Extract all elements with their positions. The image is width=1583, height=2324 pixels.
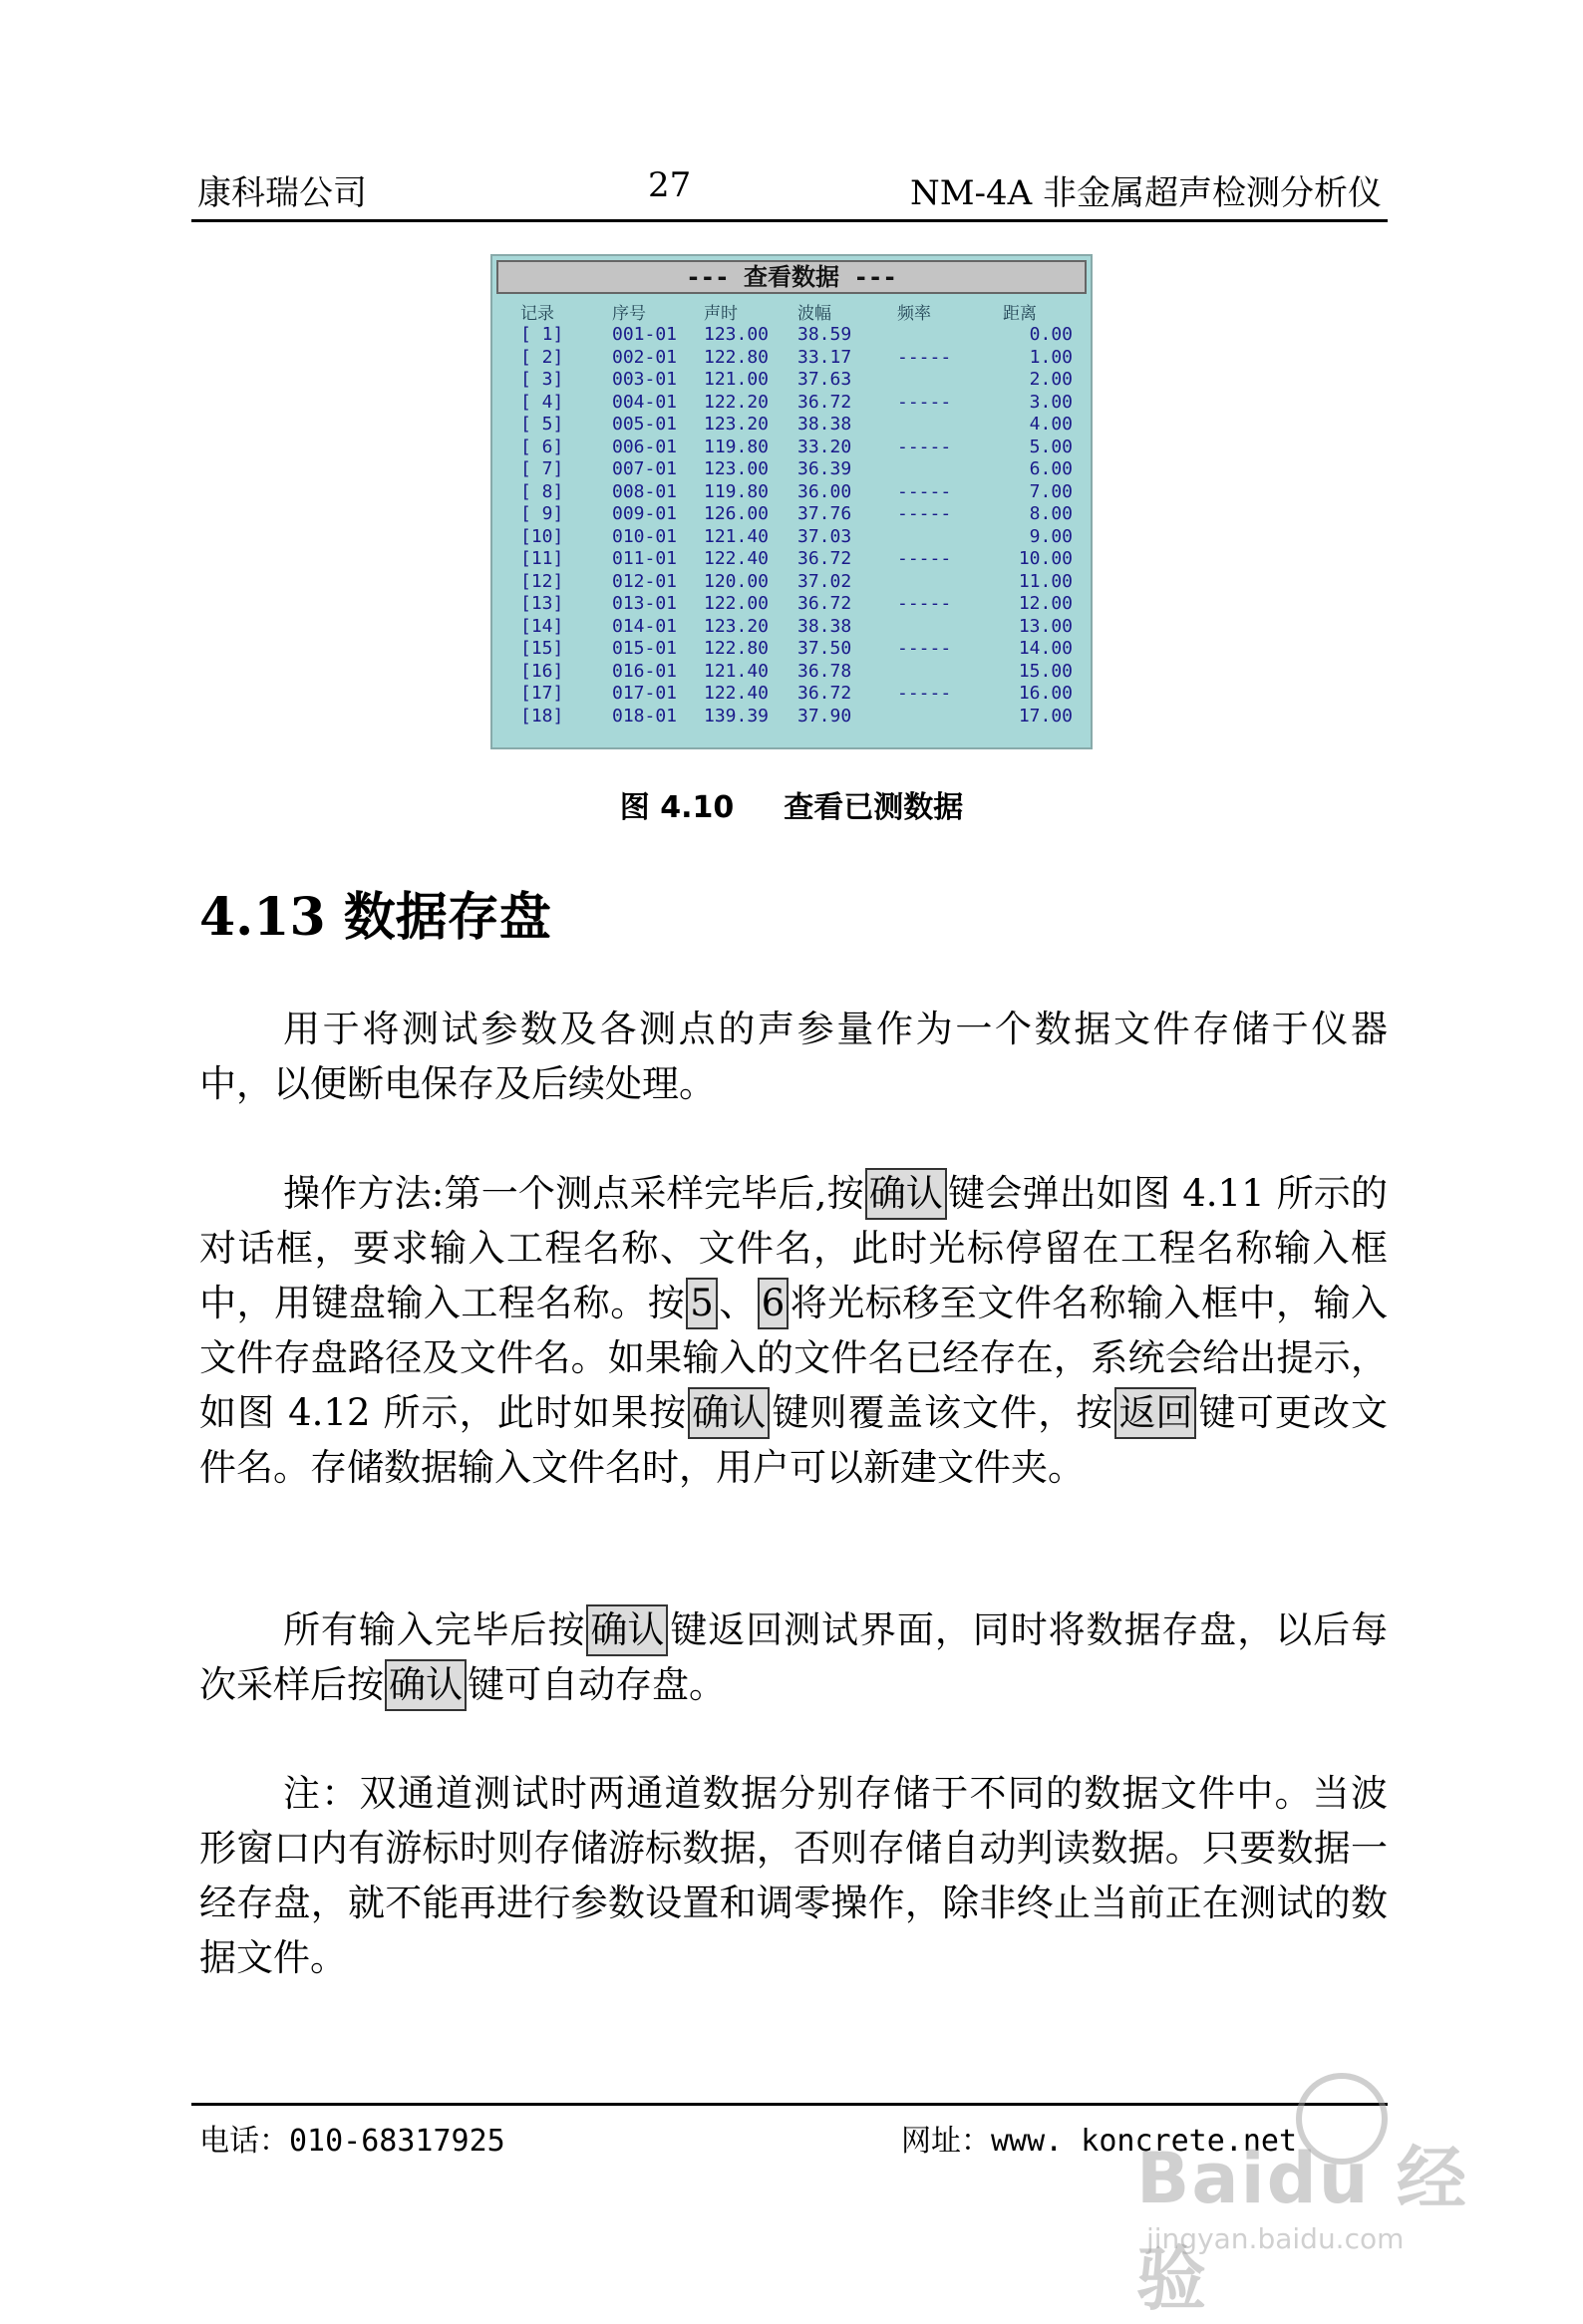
table-cell: [ 5] xyxy=(520,414,564,435)
p2-text-4: 将光标移至文件名称输入框中，输入文件存盘路径及文件名。如果输入的文件名已经存在，系统会给出提示，如图 4.12 所示，此时如果按 xyxy=(199,1282,1389,1434)
table-cell: 9.00 xyxy=(1029,525,1073,547)
table-cell: ----- xyxy=(897,480,952,502)
table-cell: 123.00 xyxy=(704,458,770,479)
table-cell: [15] xyxy=(520,638,564,659)
table-cell: 016-01 xyxy=(612,660,678,682)
table-cell: 120.00 xyxy=(704,570,770,592)
table-row xyxy=(520,526,1073,549)
table-cell: [ 8] xyxy=(520,480,564,502)
table-cell: 15.00 xyxy=(1018,660,1073,682)
table-cell: ----- xyxy=(897,391,952,413)
table-cell: 008-01 xyxy=(612,480,678,502)
table-row xyxy=(520,436,1073,459)
p3-text-2: 键返回测试界面，同时将数据存盘，以后每次采样后按 xyxy=(199,1608,1389,1706)
data-view-screenshot xyxy=(490,254,1093,749)
table-cell: 009-01 xyxy=(612,503,678,524)
table-cell xyxy=(897,458,1003,481)
header-page-number: 27 xyxy=(648,165,692,205)
table-cell: 7.00 xyxy=(1029,480,1073,502)
table-cell: [14] xyxy=(520,615,564,637)
table-cell: 123.20 xyxy=(704,414,770,435)
header-company: 康科瑞公司 xyxy=(197,173,367,213)
table-row xyxy=(520,503,1073,526)
table-cell: 119.80 xyxy=(704,436,770,457)
table-cell: 36.72 xyxy=(797,593,852,614)
page-header xyxy=(191,159,1388,222)
table-cell: ----- xyxy=(897,638,952,659)
table-cell: 37.03 xyxy=(797,525,852,547)
table-cell: 1.00 xyxy=(1029,346,1073,368)
table-header-row xyxy=(520,298,1073,324)
table-cell: 002-01 xyxy=(612,346,678,368)
table-cell: 37.90 xyxy=(797,705,852,726)
table-cell: [16] xyxy=(520,660,564,682)
table-cell: 123.00 xyxy=(704,324,770,345)
table-cell: 36.72 xyxy=(797,683,852,704)
table-cell: 126.00 xyxy=(704,503,770,524)
table-row xyxy=(520,481,1073,504)
table-cell: 121.40 xyxy=(704,525,770,547)
table-cell: 001-01 xyxy=(612,324,678,345)
table-cell: 3.00 xyxy=(1029,391,1073,413)
table-cell: [12] xyxy=(520,570,564,592)
table-cell: 0.00 xyxy=(1029,324,1073,345)
table-cell xyxy=(897,661,1003,684)
table-cell: [18] xyxy=(520,705,564,726)
table-cell: 10.00 xyxy=(1018,548,1073,569)
table-cell: 006-01 xyxy=(612,436,678,457)
table-cell: [ 6] xyxy=(520,436,564,457)
table-cell: 139.39 xyxy=(704,705,770,726)
table-cell: 121.40 xyxy=(704,660,770,682)
table-cell: [ 2] xyxy=(520,346,564,368)
section-title: 4.13 数据存盘 xyxy=(199,887,551,948)
figure-title: 查看已测数据 xyxy=(784,790,964,825)
table-cell: [ 7] xyxy=(520,458,564,479)
table-cell: 6.00 xyxy=(1029,458,1073,479)
col-index: 序号 xyxy=(612,303,646,324)
table-cell: [ 9] xyxy=(520,503,564,524)
table-cell: 38.59 xyxy=(797,324,852,345)
p2-text-6: 键可更改文件名。存储数据输入文件名时，用户可以新建文件夹。 xyxy=(199,1391,1389,1489)
table-row xyxy=(520,392,1073,415)
table-cell: 015-01 xyxy=(612,638,678,659)
table-cell: 5.00 xyxy=(1029,436,1073,457)
table-cell: 017-01 xyxy=(612,683,678,704)
table-cell: 11.00 xyxy=(1018,570,1073,592)
table-cell xyxy=(897,571,1003,594)
table-cell xyxy=(897,324,1003,347)
data-table xyxy=(520,298,1073,727)
table-cell: 13.00 xyxy=(1018,615,1073,637)
table-row xyxy=(520,661,1073,684)
table-cell: 018-01 xyxy=(612,705,678,726)
table-row xyxy=(520,706,1073,728)
confirm-key: 确认 xyxy=(586,1604,668,1656)
table-row xyxy=(520,458,1073,481)
table-cell: ----- xyxy=(897,548,952,569)
table-cell: 38.38 xyxy=(797,414,852,435)
table-cell: 12.00 xyxy=(1018,593,1073,614)
confirm-key: 确认 xyxy=(688,1387,770,1439)
table-cell: 123.20 xyxy=(704,615,770,637)
table-cell: 010-01 xyxy=(612,525,678,547)
table-cell: 014-01 xyxy=(612,615,678,637)
table-cell: 003-01 xyxy=(612,369,678,390)
table-cell: ----- xyxy=(897,593,952,614)
table-cell xyxy=(897,369,1003,392)
table-cell: 122.40 xyxy=(704,683,770,704)
paragraph-4: 注：双通道测试时两通道数据分别存储于不同的数据文件中。当波形窗口内有游标时则存储游标数据，否则存储自动判读数据。只要数据一经存盘，就不能再进行参数设置和调零操作，除非终止当前正在测试的数据文件。 xyxy=(199,1772,1388,1979)
p2-text-3: 、 xyxy=(718,1282,757,1324)
table-cell xyxy=(897,706,1003,728)
table-row xyxy=(520,593,1073,616)
table-cell: 2.00 xyxy=(1029,369,1073,390)
table-cell: [ 3] xyxy=(520,369,564,390)
table-cell: 005-01 xyxy=(612,414,678,435)
table-cell: 122.40 xyxy=(704,548,770,569)
table-cell: 36.39 xyxy=(797,458,852,479)
p3-text-1: 所有输入完毕后按 xyxy=(283,1608,586,1651)
table-cell: 37.63 xyxy=(797,369,852,390)
back-key: 返回 xyxy=(1114,1387,1196,1439)
table-row xyxy=(520,638,1073,661)
p2-text-2: 键会弹出如图 4.11 所示的对话框，要求输入工程名称、文件名，此时光标停留在工程名称输入框中，用键盘输入工程名称。按 xyxy=(199,1172,1389,1324)
key-5: 5 xyxy=(686,1278,718,1329)
footer-website: 网址：www. koncrete.net xyxy=(901,2124,1298,2159)
footer-phone: 电话：010-68317925 xyxy=(199,2124,505,2159)
table-row xyxy=(520,369,1073,392)
table-cell: 012-01 xyxy=(612,570,678,592)
table-cell: 122.00 xyxy=(704,593,770,614)
table-cell: 013-01 xyxy=(612,593,678,614)
paragraph-3 xyxy=(199,1602,1388,1712)
table-cell: 119.80 xyxy=(704,480,770,502)
figure-caption xyxy=(0,782,1583,826)
table-cell: 007-01 xyxy=(612,458,678,479)
paragraph-1: 用于将测试参数及各测点的声参量作为一个数据文件存储于仪器中，以便断电保存及后续处理。 xyxy=(199,1008,1388,1105)
table-cell: ----- xyxy=(897,683,952,704)
p3-text-3: 键可自动存盘。 xyxy=(468,1663,726,1706)
table-row xyxy=(520,548,1073,571)
col-distance: 距离 xyxy=(1003,303,1037,324)
p2-text-1: 操作方法:第一个测点采样完毕后,按 xyxy=(283,1172,864,1215)
table-cell: [10] xyxy=(520,525,564,547)
table-row xyxy=(520,571,1073,594)
table-cell: 36.00 xyxy=(797,480,852,502)
table-row xyxy=(520,414,1073,436)
p2-text-5: 键则覆盖该文件，按 xyxy=(771,1391,1114,1434)
table-cell: 122.80 xyxy=(704,346,770,368)
table-cell: ----- xyxy=(897,436,952,457)
table-cell: 37.02 xyxy=(797,570,852,592)
header-product: NM-4A 非金属超声检测分析仪 xyxy=(909,173,1382,213)
table-cell: 16.00 xyxy=(1018,683,1073,704)
table-cell: 8.00 xyxy=(1029,503,1073,524)
table-cell xyxy=(897,526,1003,549)
table-cell xyxy=(897,616,1003,639)
screen-title: --- 查看数据 --- xyxy=(496,260,1087,294)
table-row xyxy=(520,347,1073,370)
table-cell: 38.38 xyxy=(797,615,852,637)
table-cell: 122.20 xyxy=(704,391,770,413)
table-cell: 37.76 xyxy=(797,503,852,524)
table-cell: 36.72 xyxy=(797,391,852,413)
table-row xyxy=(520,324,1073,347)
table-cell: 36.78 xyxy=(797,660,852,682)
watermark-url: jingyan.baidu.com xyxy=(1146,2222,1405,2255)
col-record: 记录 xyxy=(520,303,554,324)
table-cell: 36.72 xyxy=(797,548,852,569)
table-cell: 011-01 xyxy=(612,548,678,569)
table-cell: [11] xyxy=(520,548,564,569)
figure-label: 图 4.10 xyxy=(619,790,735,825)
table-cell: 33.17 xyxy=(797,346,852,368)
table-cell: 122.80 xyxy=(704,638,770,659)
table-cell: 33.20 xyxy=(797,436,852,457)
table-cell: [13] xyxy=(520,593,564,614)
table-row xyxy=(520,683,1073,706)
table-cell: ----- xyxy=(897,503,952,524)
col-amplitude: 波幅 xyxy=(797,303,831,324)
baidu-watermark xyxy=(1116,2073,1495,2320)
confirm-key: 确认 xyxy=(865,1168,947,1220)
watermark-brand: Baidu 经验 xyxy=(1136,2138,1468,2320)
table-row xyxy=(520,616,1073,639)
table-cell: 37.50 xyxy=(797,638,852,659)
table-cell: [17] xyxy=(520,683,564,704)
table-cell: 4.00 xyxy=(1029,414,1073,435)
paragraph-2 xyxy=(199,1166,1388,1495)
table-cell: [ 1] xyxy=(520,324,564,345)
confirm-key: 确认 xyxy=(385,1659,467,1711)
col-frequency: 频率 xyxy=(897,303,931,324)
table-cell: 121.00 xyxy=(704,369,770,390)
table-cell: [ 4] xyxy=(520,391,564,413)
key-6: 6 xyxy=(758,1278,790,1329)
table-cell: ----- xyxy=(897,346,952,368)
table-cell: 17.00 xyxy=(1018,705,1073,726)
table-cell xyxy=(897,414,1003,436)
table-cell: 004-01 xyxy=(612,391,678,413)
col-time: 声时 xyxy=(704,303,738,324)
table-cell: 14.00 xyxy=(1018,638,1073,659)
